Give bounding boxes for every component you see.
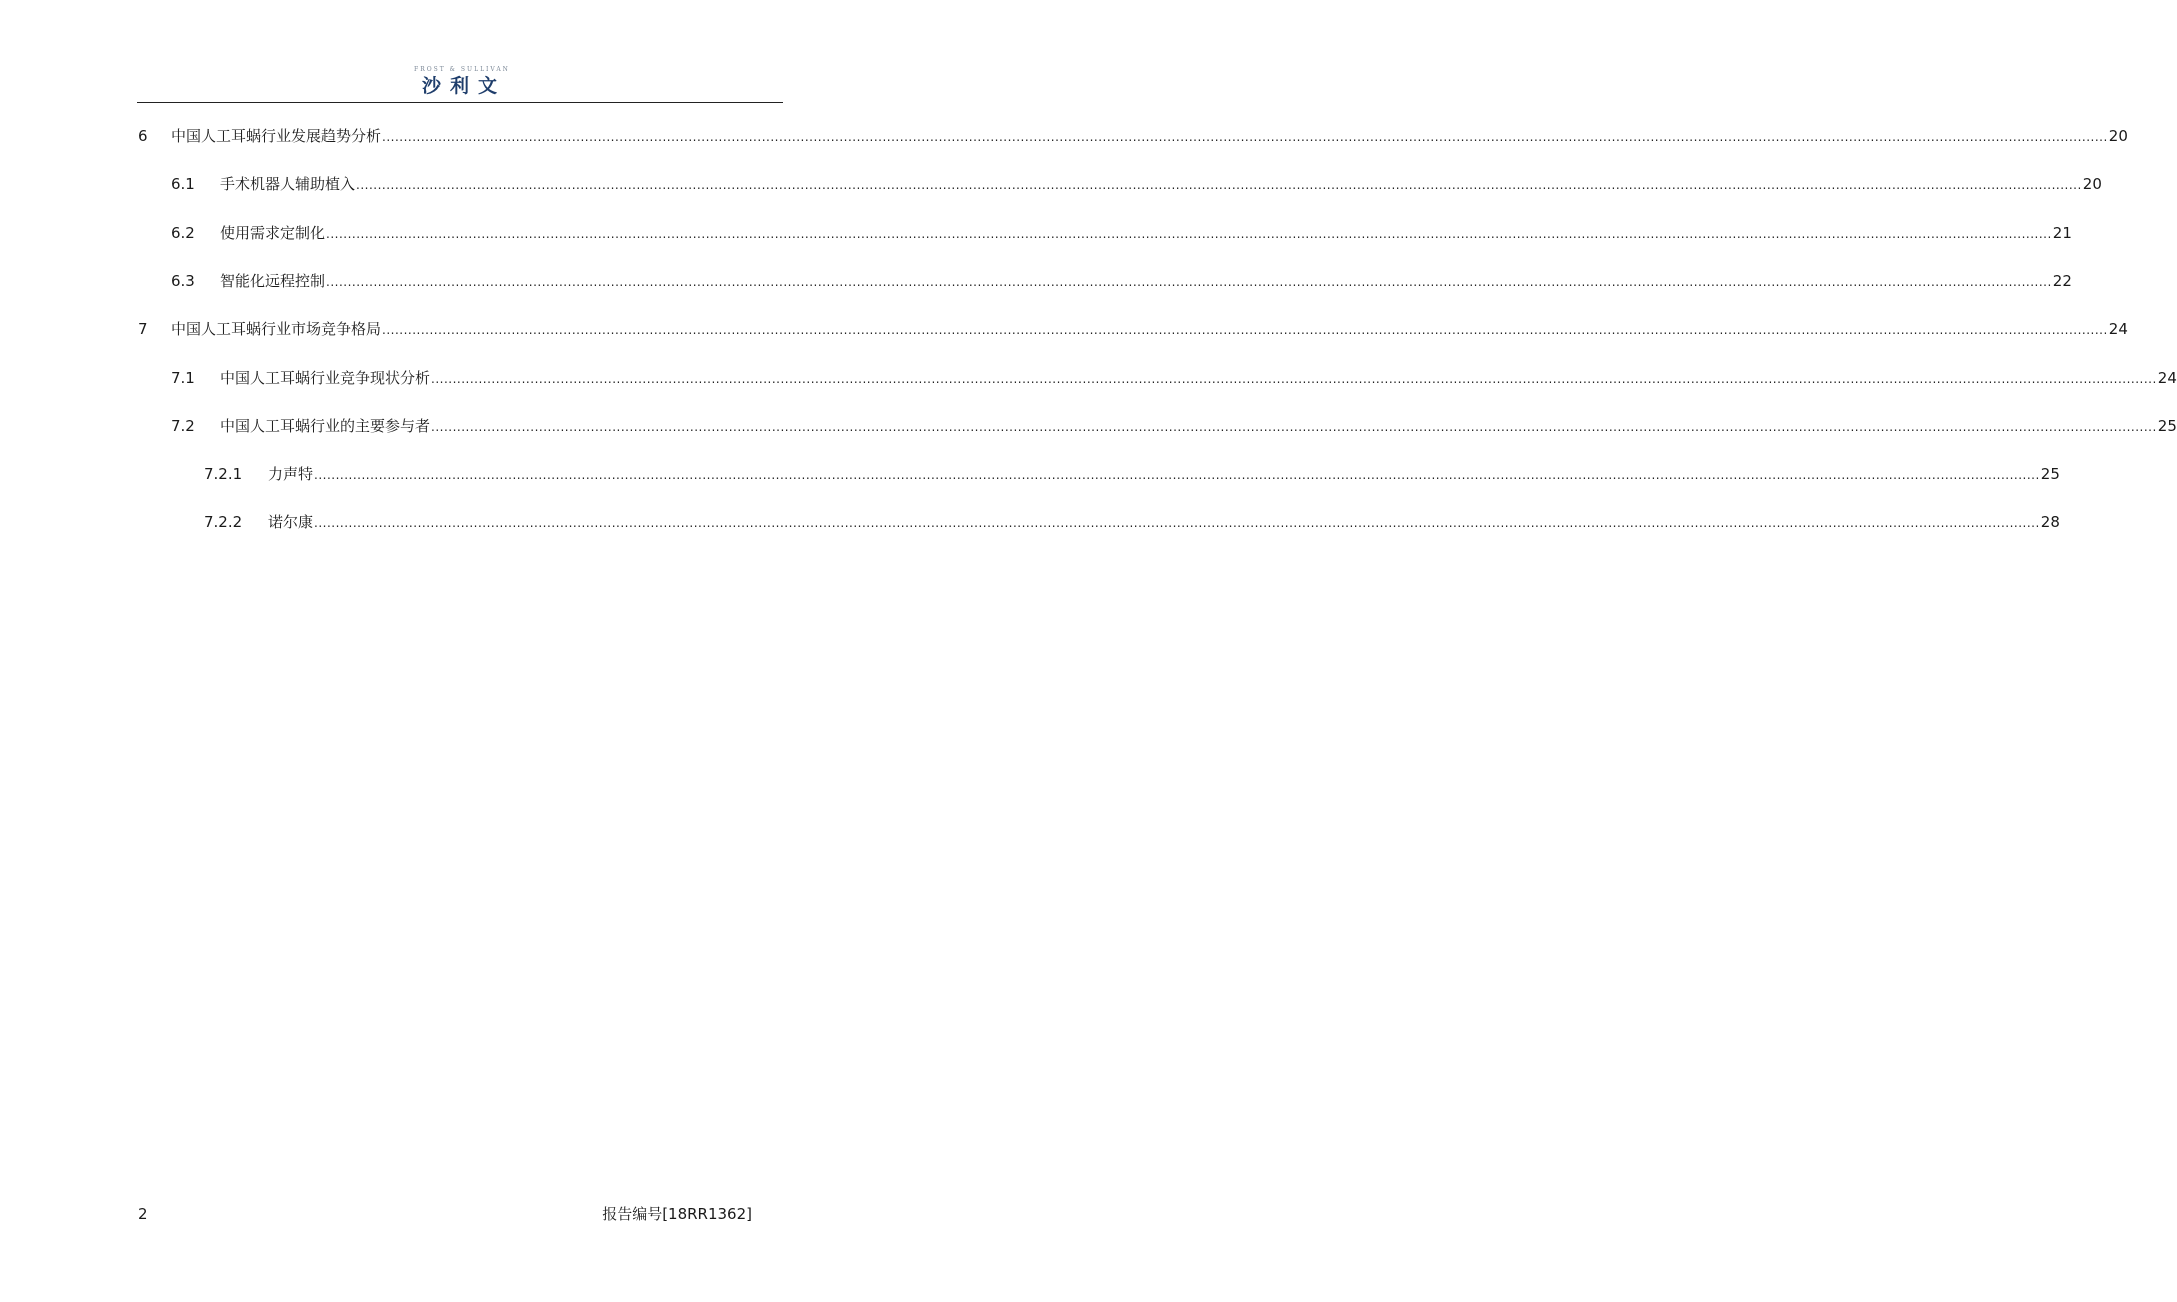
toc-entry-page: 20	[2082, 175, 2102, 194]
logo-english-text: FROST & SULLIVAN	[414, 66, 510, 73]
toc-entry-page: 20	[2108, 127, 2128, 145]
toc-entry-number: 7.1	[171, 368, 195, 387]
toc-entry-number: 7.2	[171, 416, 195, 435]
toc-entry[interactable]	[0, 221, 2072, 245]
toc-entry-number: 6.2	[171, 223, 195, 242]
toc-entry[interactable]	[0, 317, 2128, 341]
toc-entry[interactable]	[0, 172, 2102, 196]
toc-dot-leader: ................................................................................................................................................................................................................................................................................................................................................................................................................	[431, 371, 2157, 386]
toc-entry[interactable]	[0, 124, 2128, 148]
toc-dot-leader: ................................................................................................................................................................................................................................................................................................................................................................................................................	[356, 178, 2082, 193]
toc-entry[interactable]	[0, 510, 2060, 534]
logo-chinese-text: 沙利文	[421, 75, 506, 97]
header-logo	[0, 66, 920, 97]
toc-dot-leader: ................................................................................................................................................................................................................................................................................................................................................................................................................	[314, 516, 2040, 531]
footer-page-number: 2	[138, 1205, 148, 1223]
toc-entry[interactable]	[0, 414, 2177, 438]
toc-entry-title: 手术机器人辅助植入	[220, 175, 356, 194]
toc-entry-title: 智能化远程控制	[220, 271, 326, 290]
toc-entry-number: 7.2.1	[204, 465, 243, 484]
toc-entry-page: 25	[2040, 465, 2060, 484]
toc-dot-leader: ................................................................................................................................................................................................................................................................................................................................................................................................................	[382, 323, 2108, 338]
toc-entry-title: 力声特	[268, 465, 314, 484]
toc-dot-leader: ................................................................................................................................................................................................................................................................................................................................................................................................................	[326, 226, 2052, 241]
header-divider	[137, 102, 783, 103]
toc-entry-title: 中国人工耳蜗行业的主要参与者	[220, 416, 431, 435]
toc-entry-page: 24	[2108, 320, 2128, 339]
toc-entry-page: 28	[2040, 513, 2060, 532]
toc-entry-number: 6	[138, 127, 148, 145]
toc-entry-number: 7.2.2	[204, 513, 243, 532]
toc-entry-number: 6.3	[171, 271, 195, 290]
toc-entry-number: 7	[138, 320, 148, 339]
toc-dot-leader: ................................................................................................................................................................................................................................................................................................................................................................................................................	[431, 419, 2157, 434]
toc-entry[interactable]	[0, 269, 2072, 293]
toc-dot-leader: ................................................................................................................................................................................................................................................................................................................................................................................................................	[382, 130, 2108, 144]
footer-report-id: 报告编号[18RR1362]	[602, 1205, 752, 1223]
toc-entry-title: 中国人工耳蜗行业发展趋势分析	[171, 127, 382, 145]
toc-entry-title: 使用需求定制化	[220, 223, 326, 242]
toc-entry[interactable]	[0, 462, 2060, 486]
toc-entry[interactable]	[0, 366, 2177, 390]
toc-dot-leader: ................................................................................................................................................................................................................................................................................................................................................................................................................	[314, 468, 2040, 483]
toc-entry-title: 中国人工耳蜗行业市场竞争格局	[171, 320, 382, 339]
toc-entry-title: 诺尔康	[268, 513, 314, 532]
toc-dot-leader: ................................................................................................................................................................................................................................................................................................................................................................................................................	[326, 274, 2052, 289]
toc-entry-page: 22	[2052, 271, 2072, 290]
toc-entry-page: 24	[2157, 368, 2177, 387]
toc-entry-page: 25	[2157, 416, 2177, 435]
toc-entry-page: 21	[2052, 223, 2072, 242]
toc-entry-title: 中国人工耳蜗行业竞争现状分析	[220, 368, 431, 387]
toc-entry-number: 6.1	[171, 175, 195, 194]
